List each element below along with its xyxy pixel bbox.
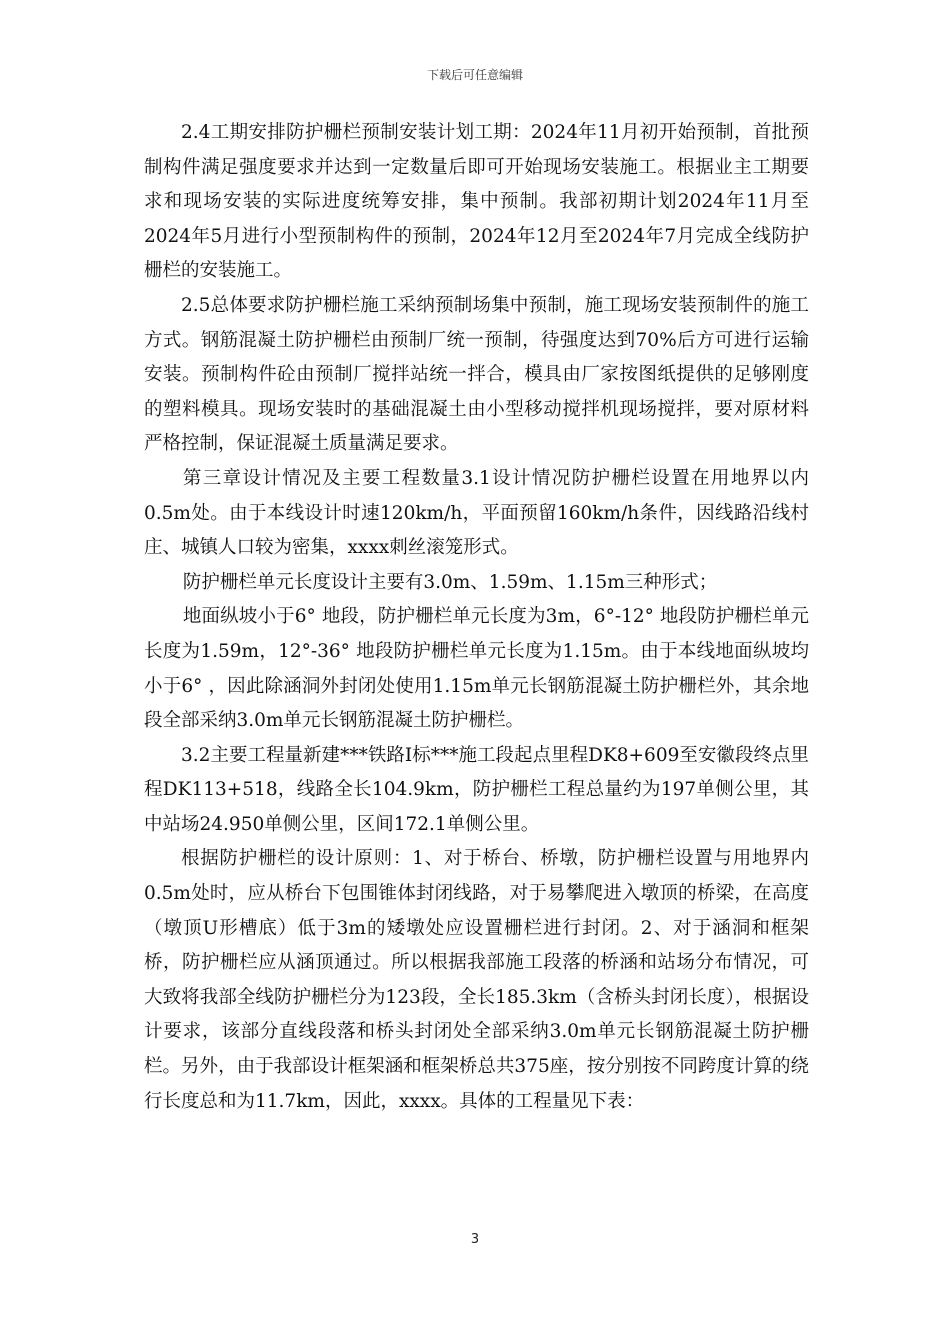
paragraph-schedule: 2.4工期安排防护栅栏预制安装计划工期：2024年11月初开始预制，首批预制构件满足强度要求并达到一定数量后即可开始现场安装施工。根据业主工期要求和现场安装的实际进度统筹安排，集中预制。我部初期计划2024年11月至2024年5月进行小型预制构件的预制，2024年12月至2024年7月完成全线防护栅栏的安装施工。: [144, 122, 809, 282]
paragraph-design-principles: 根据防护栅栏的设计原则：1、对于桥台、桥墩，防护栅栏设置与用地界内0.5m处时，应从桥台下包围锥体封闭线路，对于易攀爬进入墩顶的桥梁，在高度（墩顶U形槽底）低于3m的矮墩处应设置栅栏进行封闭。2、对于涵洞和框架桥，防护栅栏应从涵顶通过。所以根据我部施工段落的桥涵和站场分布情况，可大致将我部全线防护栅栏分为123段，全长185.3km（含桥头封闭长度），根据设计要求，该部分直线段落和桥头封闭处全部采纳3.0m单元长钢筋混凝土防护栅栏。另外，由于我部设计框架涵和框架桥总共375座，按分别按不同跨度计算的绕行长度总和为11.7km，因此，xxxx。具体的工程量见下表：: [144, 848, 809, 1112]
paragraph-quantities: 3.2主要工程量新建***铁路Ⅰ标***施工段起点里程DK8+609至安徽段终点里程DK113+518，线路全长104.9km，防护栅栏工程总量约为197单侧公里，其中站场24.950单侧公里，区间172.1单侧公里。: [144, 744, 809, 835]
paragraph-general-requirements: 2.5总体要求防护栅栏施工采纳预制场集中预制，施工现场安装预制件的施工方式。钢筋混凝土防护栅栏由预制厂统一预制，待强度达到70%后方可进行运输安装。预制构件砼由预制厂搅拌站统一拌合，模具由厂家按图纸提供的足够刚度的塑料模具。现场安装时的基础混凝土由小型移动搅拌机现场搅拌，要对原材料严格控制，保证混凝土质量满足要求。: [144, 294, 809, 455]
page-number: 3: [470, 1232, 480, 1247]
paragraph-chapter-three: 第三章设计情况及主要工程数量3.1设计情况防护栅栏设置在用地界以内0.5m处。由于本线设计时速120km/h，平面预留160km/h条件，因线路沿线村庄、城镇人口较为密集，xxxx刺丝滚笼形式。: [144, 467, 809, 559]
paragraph-slope: 地面纵坡小于6° 地段，防护栅栏单元长度为3m，6°-12° 地段防护栅栏单元长度为1.59m，12°-36° 地段防护栅栏单元长度为1.15m。由于本线地面纵坡均小于6° ，因此除涵洞外封闭处使用1.15m单元长钢筋混凝土防护栅栏外，其余地段全部采纳3.0m单元长钢筋混凝土防护栅栏。: [144, 606, 809, 732]
page-header: 下载后可任意编辑: [426, 68, 523, 82]
paragraph-unit-length: 防护栅栏单元长度设计主要有3.0m、1.59m、1.15m三种形式；: [182, 571, 718, 593]
body-text: [144, 116, 809, 1119]
